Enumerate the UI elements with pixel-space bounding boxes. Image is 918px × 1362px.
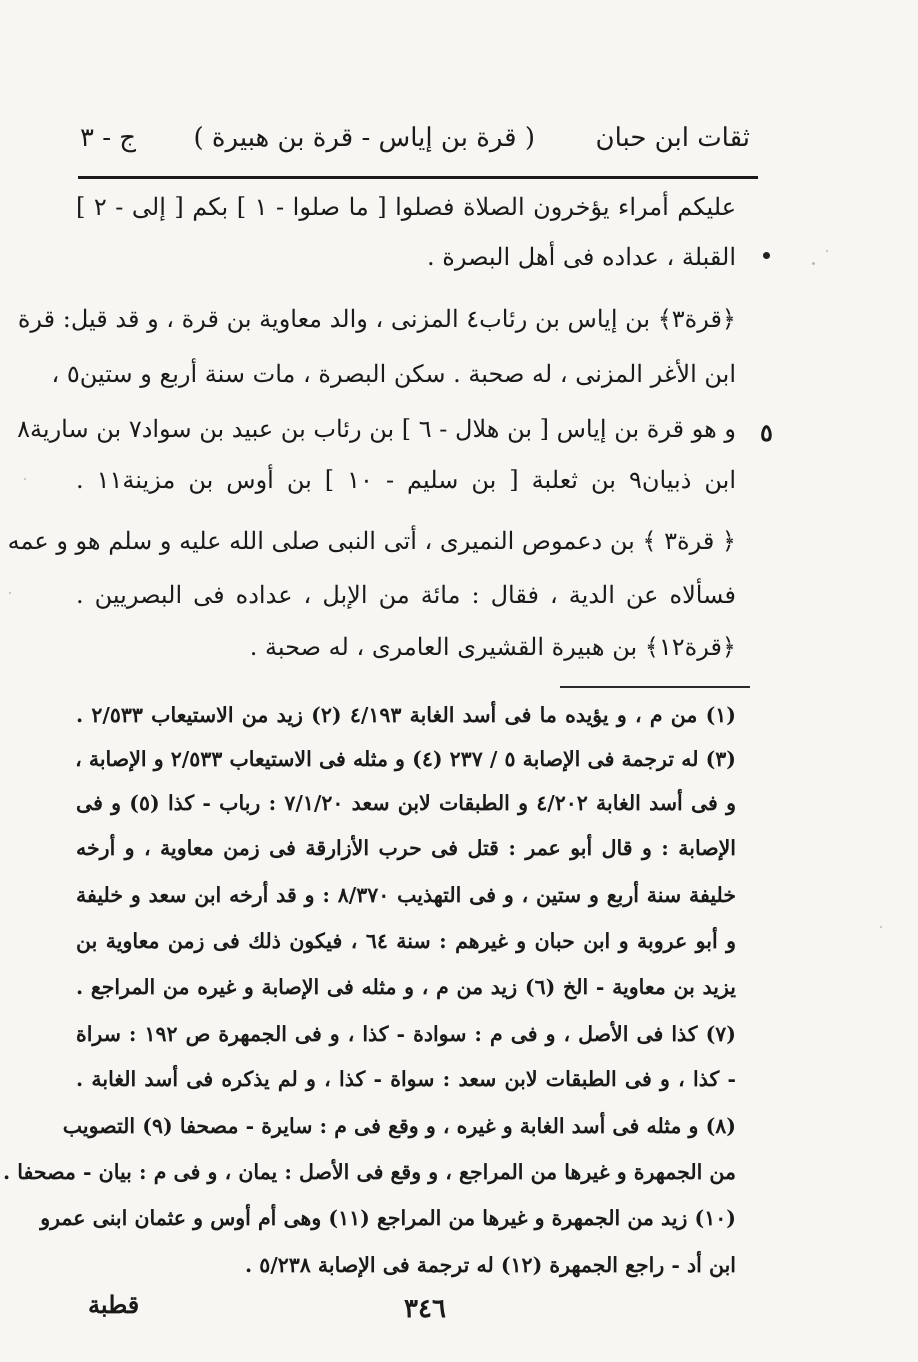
footnote-line: خليفة سنة أربع و ستين ، و فى التهذيب ٨/٣٧٠ : و قد أرخه ابن سعد و خليفة <box>76 883 737 907</box>
text-line: ابن ذبيان٩ بن ثعلبة [ بن سليم - ١٠ ] بن أوس بن مزينة١١ . <box>76 466 736 494</box>
footnote-line: (٨) و مثله فى أسد الغابة و غيره ، و وقع فى م : سايرة - مصحفا (٩) التصويب <box>62 1114 736 1138</box>
paper-speck <box>826 250 828 252</box>
footnote-line: (١) من م ، و يؤيده ما فى أسد الغابة ٤/١٩٣ (٢) زيد من الاستيعاب ٢/٥٣٣ . <box>76 703 736 727</box>
entry-range: ( قرة بن إياس - قرة بن هبيرة ) <box>193 123 535 153</box>
footnote-line: ابن أد - راجع الجمهرة (١٢) له ترجمة فى الإصابة ٥/٢٣٨ . <box>244 1253 736 1277</box>
text-line: ابن الأغر المزنى ، له صحبة . سكن البصرة ، مات سنة أربع و ستين٥ ، <box>51 360 736 388</box>
paper-speck <box>9 592 11 594</box>
footnote-line: - كذا ، و فى الطبقات لابن سعد : سواة - كذا ، و لم يذكره فى أسد الغابة . <box>76 1067 736 1091</box>
footnote-line: من الجمهرة و غيرها من المراجع ، و وقع فى الأصل : يمان ، و فى م : بيان - مصحفا . <box>3 1160 736 1184</box>
paper-speck <box>24 478 26 480</box>
text-line: ﴿قرة٣﴾ بن إياس بن رئاب٤ المزنى ، والد معاوية بن قرة ، و قد قيل: قرة <box>17 305 736 333</box>
margin-dot <box>763 252 770 259</box>
text-line: ﴿قرة١٢﴾ بن هبيرة القشيرى العامرى ، له صحبة . <box>249 633 736 661</box>
text-line: عليكم أمراء يؤخرون الصلاة فصلوا [ ما صلوا - ١ ] بكم [ إلى - ٢ ] <box>76 193 737 221</box>
footnote-line: و أبو عروبة و ابن حبان و غيرهم : سنة ٦٤ ، فيكون ذلك فى زمن معاوية بن <box>76 929 736 953</box>
text-line: ﴿ قرة٣ ﴾ بن دعموص النميرى ، أتى النبى صلى الله عليه و سلم هو و عمه <box>7 527 736 555</box>
footnote-line: يزيد بن معاوية - الخ (٦) زيد من م ، و مثله فى الإصابة و غيره من المراجع . <box>76 975 736 999</box>
paper-speck <box>880 926 882 928</box>
signature-mark: قطبة <box>88 1290 140 1319</box>
footnote-line: (٧) كذا فى الأصل ، و فى م : سوادة - كذا ، و فى الجمهرة ص ١٩٢ : سراة <box>76 1022 736 1046</box>
text-line: فسألاه عن الدية ، فقال : مائة من الإبل ، عداده فى البصريين . <box>76 581 736 609</box>
line-number-marker: ٥ <box>760 418 773 447</box>
text-line: و هو قرة بن إياس [ بن هلال - ٦ ] بن رئاب بن عبيد بن سواد٧ بن سارية٨ <box>17 415 736 443</box>
text-line: القبلة ، عداده فى أهل البصرة . <box>427 243 736 271</box>
page-number: ٣٤٦ <box>404 1294 446 1324</box>
header-rule <box>78 176 758 179</box>
footnote-rule <box>560 686 750 688</box>
footnote-line: (١٠) زيد من الجمهرة و غيرها من المراجع (١١) وهى أم أوس و عثمان ابنى عمرو <box>40 1206 736 1230</box>
footnote-line: (٣) له ترجمة فى الإصابة ٥ / ٢٣٧ (٤) و مثله فى الاستيعاب ٢/٥٣٣ و الإصابة ، <box>75 747 736 771</box>
footnote-line: الإصابة : و قال أبو عمر : قتل فى حرب الأزارقة فى زمن معاوية ، و أرخه <box>76 836 736 860</box>
book-title: ثقات ابن حبان <box>595 123 750 153</box>
running-header <box>80 118 750 162</box>
paper-speck <box>812 262 815 265</box>
volume-number: ج - ٣ <box>80 123 137 153</box>
footnote-line: و فى أسد الغابة ٤/٢٠٢ و الطبقات لابن سعد ٧/١/٢٠ : رباب - كذا (٥) و فى <box>76 791 736 815</box>
